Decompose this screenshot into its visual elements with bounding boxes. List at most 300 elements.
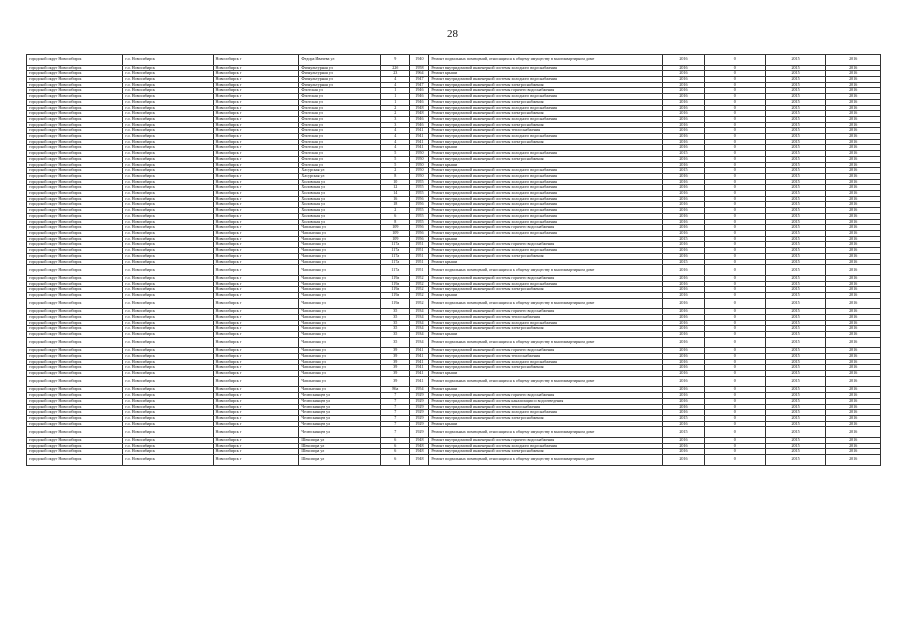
- cell-locality: Новосибирск г: [213, 196, 299, 202]
- cell-municipal-district: городской округ Новосибирск: [27, 253, 123, 259]
- cell-city-district: г.о. Новосибирск: [123, 230, 213, 236]
- cell-city-district: г.о. Новосибирск: [123, 105, 213, 111]
- cell-house-number: 2: [381, 168, 410, 174]
- cell-period-start: 2015: [765, 393, 826, 399]
- cell-city-district: г.о. Новосибирск: [123, 281, 213, 287]
- cell-municipal-district: городской округ Новосибирск: [27, 320, 123, 326]
- cell-value: 0: [704, 196, 765, 202]
- cell-period-start: 2015: [765, 168, 826, 174]
- cell-period-end: 2016: [826, 55, 881, 66]
- cell-build-year: 1941: [410, 134, 429, 140]
- cell-city-district: г.о. Новосибирск: [123, 354, 213, 360]
- cell-municipal-district: городской округ Новосибирск: [27, 65, 123, 71]
- cell-city-district: г.о. Новосибирск: [123, 162, 213, 168]
- cell-street: Шекспира ул: [299, 449, 381, 455]
- cell-work-type: Ремонт внутридомовой инженерной системы теплоснабжения: [429, 128, 663, 134]
- cell-period-end: 2016: [826, 139, 881, 145]
- cell-street: Шекспира ул: [299, 443, 381, 449]
- cell-plan-year: 2016: [662, 320, 704, 326]
- cell-street: Физкультурная ул: [299, 77, 381, 83]
- cell-street: Федора Ивачева ул: [299, 55, 381, 66]
- cell-municipal-district: городской округ Новосибирск: [27, 314, 123, 320]
- cell-work-type: Ремонт внутридомовой инженерной системы холодного водоснабжения: [429, 94, 663, 100]
- cell-value: 0: [704, 376, 765, 387]
- cell-period-start: 2015: [765, 219, 826, 225]
- cell-value: 0: [704, 337, 765, 348]
- cell-plan-year: 2016: [662, 185, 704, 191]
- cell-house-number: 9: [381, 55, 410, 66]
- cell-plan-year: 2016: [662, 348, 704, 354]
- cell-work-type: Ремонт крыши: [429, 145, 663, 151]
- cell-period-start: 2015: [765, 326, 826, 332]
- cell-municipal-district: городской округ Новосибирск: [27, 230, 123, 236]
- cell-house-number: 117а: [381, 242, 410, 248]
- cell-plan-year: 2016: [662, 287, 704, 293]
- cell-city-district: г.о. Новосибирск: [123, 309, 213, 315]
- cell-plan-year: 2015: [662, 236, 704, 242]
- cell-build-year: 1948: [410, 443, 429, 449]
- cell-plan-year: 2016: [662, 139, 704, 145]
- cell-house-number: 7: [381, 404, 410, 410]
- cell-build-year: 1941: [410, 145, 429, 151]
- cell-house-number: 117а: [381, 248, 410, 254]
- cell-street: Челюскинцев ул: [299, 410, 381, 416]
- cell-house-number: 2: [381, 105, 410, 111]
- cell-build-year: 1946: [410, 94, 429, 100]
- cell-street: Хиловская ул: [299, 213, 381, 219]
- cell-city-district: г.о. Новосибирск: [123, 134, 213, 140]
- cell-house-number: 39: [381, 354, 410, 360]
- cell-period-end: 2016: [826, 359, 881, 365]
- cell-street: Чаплыгина ул: [299, 292, 381, 298]
- cell-period-end: 2016: [826, 225, 881, 231]
- cell-build-year: 1929: [410, 415, 429, 421]
- cell-value: 0: [704, 139, 765, 145]
- cell-period-start: 2015: [765, 427, 826, 438]
- cell-municipal-district: городской округ Новосибирск: [27, 82, 123, 88]
- cell-build-year: 1948: [410, 449, 429, 455]
- cell-value: 0: [704, 387, 765, 393]
- cell-street: Хиловская ул: [299, 196, 381, 202]
- cell-work-type: Ремонт крыши: [429, 162, 663, 168]
- cell-municipal-district: городской округ Новосибирск: [27, 122, 123, 128]
- cell-work-type: Ремонт внутридомовой инженерной системы электроснабжения: [429, 449, 663, 455]
- cell-street: Чаплыгина ул: [299, 376, 381, 387]
- repair-schedule-table: [26, 54, 881, 466]
- cell-locality: Новосибирск г: [213, 281, 299, 287]
- cell-plan-year: 2016: [662, 173, 704, 179]
- cell-build-year: 1941: [410, 348, 429, 354]
- cell-build-year: 1952: [410, 287, 429, 293]
- cell-municipal-district: городской округ Новосибирск: [27, 77, 123, 83]
- cell-municipal-district: городской округ Новосибирск: [27, 298, 123, 309]
- cell-locality: Новосибирск г: [213, 287, 299, 293]
- cell-city-district: г.о. Новосибирск: [123, 337, 213, 348]
- cell-locality: Новосибирск г: [213, 443, 299, 449]
- cell-value: 0: [704, 253, 765, 259]
- cell-city-district: г.о. Новосибирск: [123, 320, 213, 326]
- cell-locality: Новосибирск г: [213, 116, 299, 122]
- cell-street: Хасурская ул: [299, 173, 381, 179]
- cell-street: Челюскинцев ул: [299, 393, 381, 399]
- cell-build-year: 1947: [410, 82, 429, 88]
- cell-locality: Новосибирск г: [213, 410, 299, 416]
- cell-period-start: 2015: [765, 173, 826, 179]
- cell-work-type: Ремонт внутридомовой инженерной системы электроснабжения: [429, 139, 663, 145]
- cell-plan-year: 2016: [662, 156, 704, 162]
- cell-period-end: 2016: [826, 179, 881, 185]
- cell-build-year: 1941: [410, 354, 429, 360]
- cell-period-end: 2016: [826, 202, 881, 208]
- cell-work-type: Ремонт внутридомовой инженерной системы электроснабжения: [429, 82, 663, 88]
- cell-street: Физкультурная ул: [299, 71, 381, 77]
- cell-house-number: 12: [381, 185, 410, 191]
- cell-value: 0: [704, 191, 765, 197]
- cell-period-end: 2016: [826, 236, 881, 242]
- cell-locality: Новосибирск г: [213, 242, 299, 248]
- cell-locality: Новосибирск г: [213, 449, 299, 455]
- cell-work-type: Ремонт крыши: [429, 387, 663, 393]
- cell-street: Флотская ул: [299, 88, 381, 94]
- cell-period-start: 2015: [765, 242, 826, 248]
- cell-period-end: 2016: [826, 427, 881, 438]
- cell-period-start: 2015: [765, 145, 826, 151]
- cell-city-district: г.о. Новосибирск: [123, 196, 213, 202]
- cell-period-end: 2016: [826, 393, 881, 399]
- cell-city-district: г.о. Новосибирск: [123, 168, 213, 174]
- cell-period-start: 2015: [765, 128, 826, 134]
- cell-build-year: 1956: [410, 230, 429, 236]
- cell-municipal-district: городской округ Новосибирск: [27, 99, 123, 105]
- cell-build-year: 1951: [410, 259, 429, 265]
- cell-period-end: 2016: [826, 213, 881, 219]
- cell-work-type: Ремонт внутридомовой инженерной системы холодного водоснабжения: [429, 248, 663, 254]
- cell-city-district: г.о. Новосибирск: [123, 128, 213, 134]
- cell-period-start: 2015: [765, 371, 826, 377]
- cell-period-start: 2015: [765, 398, 826, 404]
- cell-period-start: 2015: [765, 309, 826, 315]
- cell-city-district: г.о. Новосибирск: [123, 287, 213, 293]
- cell-municipal-district: городской округ Новосибирск: [27, 88, 123, 94]
- cell-plan-year: 2016: [662, 265, 704, 276]
- cell-work-type: Ремонт внутридомовой инженерной системы холодного водоснабжения: [429, 196, 663, 202]
- cell-work-type: Ремонт внутридомовой инженерной системы холодного водоснабжения: [429, 208, 663, 214]
- cell-municipal-district: городской округ Новосибирск: [27, 281, 123, 287]
- cell-locality: Новосибирск г: [213, 248, 299, 254]
- cell-municipal-district: городской округ Новосибирск: [27, 455, 123, 466]
- cell-house-number: 117а: [381, 253, 410, 259]
- cell-street: Флотская ул: [299, 94, 381, 100]
- cell-street: Чаплыгина ул: [299, 265, 381, 276]
- cell-build-year: 1955: [410, 191, 429, 197]
- cell-municipal-district: городской округ Новосибирск: [27, 376, 123, 387]
- cell-period-end: 2016: [826, 230, 881, 236]
- cell-period-end: 2016: [826, 387, 881, 393]
- cell-city-district: г.о. Новосибирск: [123, 427, 213, 438]
- cell-period-end: 2016: [826, 173, 881, 179]
- cell-value: 0: [704, 168, 765, 174]
- cell-period-start: 2015: [765, 275, 826, 281]
- cell-locality: Новосибирск г: [213, 292, 299, 298]
- cell-build-year: 1951: [410, 248, 429, 254]
- cell-period-start: 2015: [765, 387, 826, 393]
- cell-locality: Новосибирск г: [213, 354, 299, 360]
- cell-house-number: 7: [381, 410, 410, 416]
- cell-locality: Новосибирск г: [213, 128, 299, 134]
- cell-municipal-district: городской округ Новосибирск: [27, 332, 123, 338]
- cell-municipal-district: городской округ Новосибирск: [27, 208, 123, 214]
- cell-municipal-district: городской округ Новосибирск: [27, 359, 123, 365]
- cell-build-year: 1956: [410, 202, 429, 208]
- cell-house-number: 6: [381, 455, 410, 466]
- cell-plan-year: 2016: [662, 298, 704, 309]
- cell-period-end: 2016: [826, 298, 881, 309]
- cell-locality: Новосибирск г: [213, 185, 299, 191]
- cell-street: Чаплыгина ул: [299, 309, 381, 315]
- cell-build-year: 1934: [410, 320, 429, 326]
- cell-period-start: 2015: [765, 162, 826, 168]
- cell-build-year: 1929: [410, 398, 429, 404]
- cell-build-year: 1948: [410, 111, 429, 117]
- cell-period-end: 2016: [826, 122, 881, 128]
- cell-work-type: Ремонт подвальных помещений, относящихся к общему имуществу в многоквартирном доме: [429, 265, 663, 276]
- cell-value: 0: [704, 248, 765, 254]
- cell-work-type: Ремонт крыши: [429, 71, 663, 77]
- cell-build-year: 1955: [410, 219, 429, 225]
- cell-work-type: Ремонт внутридомовой инженерной системы холодного водоснабжения: [429, 359, 663, 365]
- cell-build-year: 1955: [410, 179, 429, 185]
- cell-street: Чаплыгина ул: [299, 298, 381, 309]
- cell-plan-year: 2016: [662, 65, 704, 71]
- cell-municipal-district: городской округ Новосибирск: [27, 365, 123, 371]
- cell-house-number: 7: [381, 427, 410, 438]
- cell-locality: Новосибирск г: [213, 259, 299, 265]
- cell-period-end: 2016: [826, 415, 881, 421]
- cell-city-district: г.о. Новосибирск: [123, 82, 213, 88]
- cell-street: Чаплыгина ул: [299, 320, 381, 326]
- cell-value: 0: [704, 421, 765, 427]
- cell-period-end: 2016: [826, 292, 881, 298]
- cell-locality: Новосибирск г: [213, 139, 299, 145]
- cell-value: 0: [704, 230, 765, 236]
- cell-locality: Новосибирск г: [213, 191, 299, 197]
- cell-period-start: 2015: [765, 213, 826, 219]
- cell-house-number: 39: [381, 365, 410, 371]
- cell-municipal-district: городской округ Новосибирск: [27, 275, 123, 281]
- cell-value: 0: [704, 415, 765, 421]
- cell-municipal-district: городской округ Новосибирск: [27, 55, 123, 66]
- cell-municipal-district: городской округ Новосибирск: [27, 337, 123, 348]
- cell-build-year: 1950: [410, 156, 429, 162]
- cell-period-start: 2015: [765, 88, 826, 94]
- cell-house-number: 2: [381, 111, 410, 117]
- cell-street: Флотская ул: [299, 145, 381, 151]
- cell-municipal-district: городской округ Новосибирск: [27, 105, 123, 111]
- cell-value: 0: [704, 292, 765, 298]
- cell-city-district: г.о. Новосибирск: [123, 376, 213, 387]
- cell-locality: Новосибирск г: [213, 55, 299, 66]
- cell-value: 0: [704, 314, 765, 320]
- cell-period-end: 2016: [826, 94, 881, 100]
- cell-municipal-district: городской округ Новосибирск: [27, 225, 123, 231]
- cell-city-district: г.о. Новосибирск: [123, 253, 213, 259]
- cell-street: Флотская ул: [299, 105, 381, 111]
- cell-house-number: 119а: [381, 292, 410, 298]
- cell-work-type: Ремонт внутридомовой инженерной системы горячего водоснабжения: [429, 393, 663, 399]
- cell-period-end: 2016: [826, 208, 881, 214]
- cell-house-number: 18: [381, 202, 410, 208]
- cell-locality: Новосибирск г: [213, 253, 299, 259]
- cell-house-number: 109: [381, 230, 410, 236]
- cell-street: Флотская ул: [299, 122, 381, 128]
- cell-work-type: Ремонт внутридомовой инженерной системы теплоснабжения: [429, 404, 663, 410]
- cell-period-start: 2015: [765, 443, 826, 449]
- cell-period-start: 2015: [765, 248, 826, 254]
- cell-municipal-district: городской округ Новосибирск: [27, 145, 123, 151]
- cell-municipal-district: городской округ Новосибирск: [27, 156, 123, 162]
- cell-period-end: 2016: [826, 185, 881, 191]
- cell-city-district: г.о. Новосибирск: [123, 65, 213, 71]
- cell-plan-year: 2016: [662, 337, 704, 348]
- cell-plan-year: 2016: [662, 99, 704, 105]
- cell-build-year: 1951: [410, 242, 429, 248]
- cell-municipal-district: городской округ Новосибирск: [27, 134, 123, 140]
- cell-city-district: г.о. Новосибирск: [123, 88, 213, 94]
- cell-street: Чаплыгина ул: [299, 354, 381, 360]
- cell-house-number: 1: [381, 99, 410, 105]
- cell-build-year: 1952: [410, 281, 429, 287]
- cell-city-district: г.о. Новосибирск: [123, 410, 213, 416]
- cell-locality: Новосибирск г: [213, 99, 299, 105]
- cell-value: 0: [704, 309, 765, 315]
- cell-street: Чаплыгина ул: [299, 326, 381, 332]
- cell-build-year: 1950: [410, 162, 429, 168]
- cell-municipal-district: городской округ Новосибирск: [27, 202, 123, 208]
- cell-period-end: 2016: [826, 253, 881, 259]
- cell-value: 0: [704, 259, 765, 265]
- cell-house-number: 7: [381, 415, 410, 421]
- cell-street: Чаплыгина ул: [299, 359, 381, 365]
- cell-plan-year: 2016: [662, 404, 704, 410]
- cell-value: 0: [704, 443, 765, 449]
- cell-city-district: г.о. Новосибирск: [123, 139, 213, 145]
- cell-build-year: 1952: [410, 298, 429, 309]
- cell-street: Чаплыгина ул: [299, 275, 381, 281]
- cell-house-number: 119а: [381, 281, 410, 287]
- cell-city-district: г.о. Новосибирск: [123, 359, 213, 365]
- cell-plan-year: 2016: [662, 122, 704, 128]
- cell-period-end: 2016: [826, 398, 881, 404]
- cell-municipal-district: городской округ Новосибирск: [27, 354, 123, 360]
- cell-house-number: 35: [381, 337, 410, 348]
- cell-plan-year: 2016: [662, 376, 704, 387]
- cell-locality: Новосибирск г: [213, 265, 299, 276]
- cell-plan-year: 2016: [662, 179, 704, 185]
- cell-period-end: 2016: [826, 421, 881, 427]
- cell-street: Чаплыгина ул: [299, 365, 381, 371]
- cell-value: 0: [704, 208, 765, 214]
- cell-plan-year: 2016: [662, 275, 704, 281]
- cell-work-type: Ремонт внутридомовой инженерной системы холодного водоснабжения: [429, 191, 663, 197]
- cell-city-district: г.о. Новосибирск: [123, 298, 213, 309]
- cell-period-end: 2016: [826, 82, 881, 88]
- cell-plan-year: 2016: [662, 196, 704, 202]
- cell-street: Хасурская ул: [299, 168, 381, 174]
- cell-period-start: 2015: [765, 376, 826, 387]
- cell-locality: Новосибирск г: [213, 398, 299, 404]
- cell-house-number: 14: [381, 191, 410, 197]
- cell-plan-year: 2016: [662, 230, 704, 236]
- cell-locality: Новосибирск г: [213, 275, 299, 281]
- cell-municipal-district: городской округ Новосибирск: [27, 449, 123, 455]
- cell-house-number: 35: [381, 309, 410, 315]
- cell-municipal-district: городской округ Новосибирск: [27, 259, 123, 265]
- cell-city-district: г.о. Новосибирск: [123, 236, 213, 242]
- cell-period-end: 2016: [826, 219, 881, 225]
- cell-work-type: Ремонт внутридомовой инженерной системы холодного водоснабжения: [429, 410, 663, 416]
- cell-street: Хиловская ул: [299, 208, 381, 214]
- cell-house-number: 109: [381, 225, 410, 231]
- cell-build-year: 1956: [410, 225, 429, 231]
- cell-plan-year: 2016: [662, 202, 704, 208]
- cell-period-start: 2015: [765, 82, 826, 88]
- cell-street: Чаплыгина ул: [299, 248, 381, 254]
- cell-house-number: 117а: [381, 259, 410, 265]
- cell-street: Чаплыгина ул: [299, 387, 381, 393]
- cell-locality: Новосибирск г: [213, 151, 299, 157]
- cell-municipal-district: городской округ Новосибирск: [27, 309, 123, 315]
- cell-municipal-district: городской округ Новосибирск: [27, 437, 123, 443]
- cell-plan-year: 2016: [662, 309, 704, 315]
- cell-house-number: 4: [381, 134, 410, 140]
- cell-build-year: 1950: [410, 151, 429, 157]
- cell-street: Чаплыгина ул: [299, 225, 381, 231]
- cell-period-end: 2016: [826, 77, 881, 83]
- cell-value: 0: [704, 354, 765, 360]
- cell-locality: Новосибирск г: [213, 332, 299, 338]
- cell-period-end: 2016: [826, 455, 881, 466]
- cell-municipal-district: городской округ Новосибирск: [27, 427, 123, 438]
- cell-house-number: 35: [381, 332, 410, 338]
- cell-plan-year: 2016: [662, 191, 704, 197]
- cell-locality: Новосибирск г: [213, 213, 299, 219]
- cell-locality: Новосибирск г: [213, 156, 299, 162]
- cell-build-year: 1964: [410, 71, 429, 77]
- cell-locality: Новосибирск г: [213, 427, 299, 438]
- cell-build-year: 1929: [410, 393, 429, 399]
- cell-build-year: 1951: [410, 253, 429, 259]
- cell-work-type: Ремонт подвальных помещений, относящихся к общему имуществу в многоквартирном доме: [429, 55, 663, 66]
- cell-period-end: 2016: [826, 365, 881, 371]
- cell-work-type: Ремонт внутридомовой инженерной системы холодного водоснабжения: [429, 213, 663, 219]
- cell-locality: Новосибирск г: [213, 314, 299, 320]
- cell-municipal-district: городской округ Новосибирск: [27, 179, 123, 185]
- cell-period-end: 2016: [826, 309, 881, 315]
- cell-value: 0: [704, 320, 765, 326]
- cell-period-start: 2015: [765, 116, 826, 122]
- cell-city-district: г.о. Новосибирск: [123, 415, 213, 421]
- cell-municipal-district: городской округ Новосибирск: [27, 94, 123, 100]
- cell-plan-year: 2016: [662, 398, 704, 404]
- cell-street: Челюскинцев ул: [299, 398, 381, 404]
- cell-work-type: Ремонт внутридомовой инженерной системы холодного водоснабжения: [429, 320, 663, 326]
- cell-period-start: 2015: [765, 77, 826, 83]
- cell-street: Хиловская ул: [299, 202, 381, 208]
- cell-city-district: г.о. Новосибирск: [123, 314, 213, 320]
- cell-value: 0: [704, 55, 765, 66]
- cell-city-district: г.о. Новосибирск: [123, 292, 213, 298]
- cell-plan-year: 2016: [662, 248, 704, 254]
